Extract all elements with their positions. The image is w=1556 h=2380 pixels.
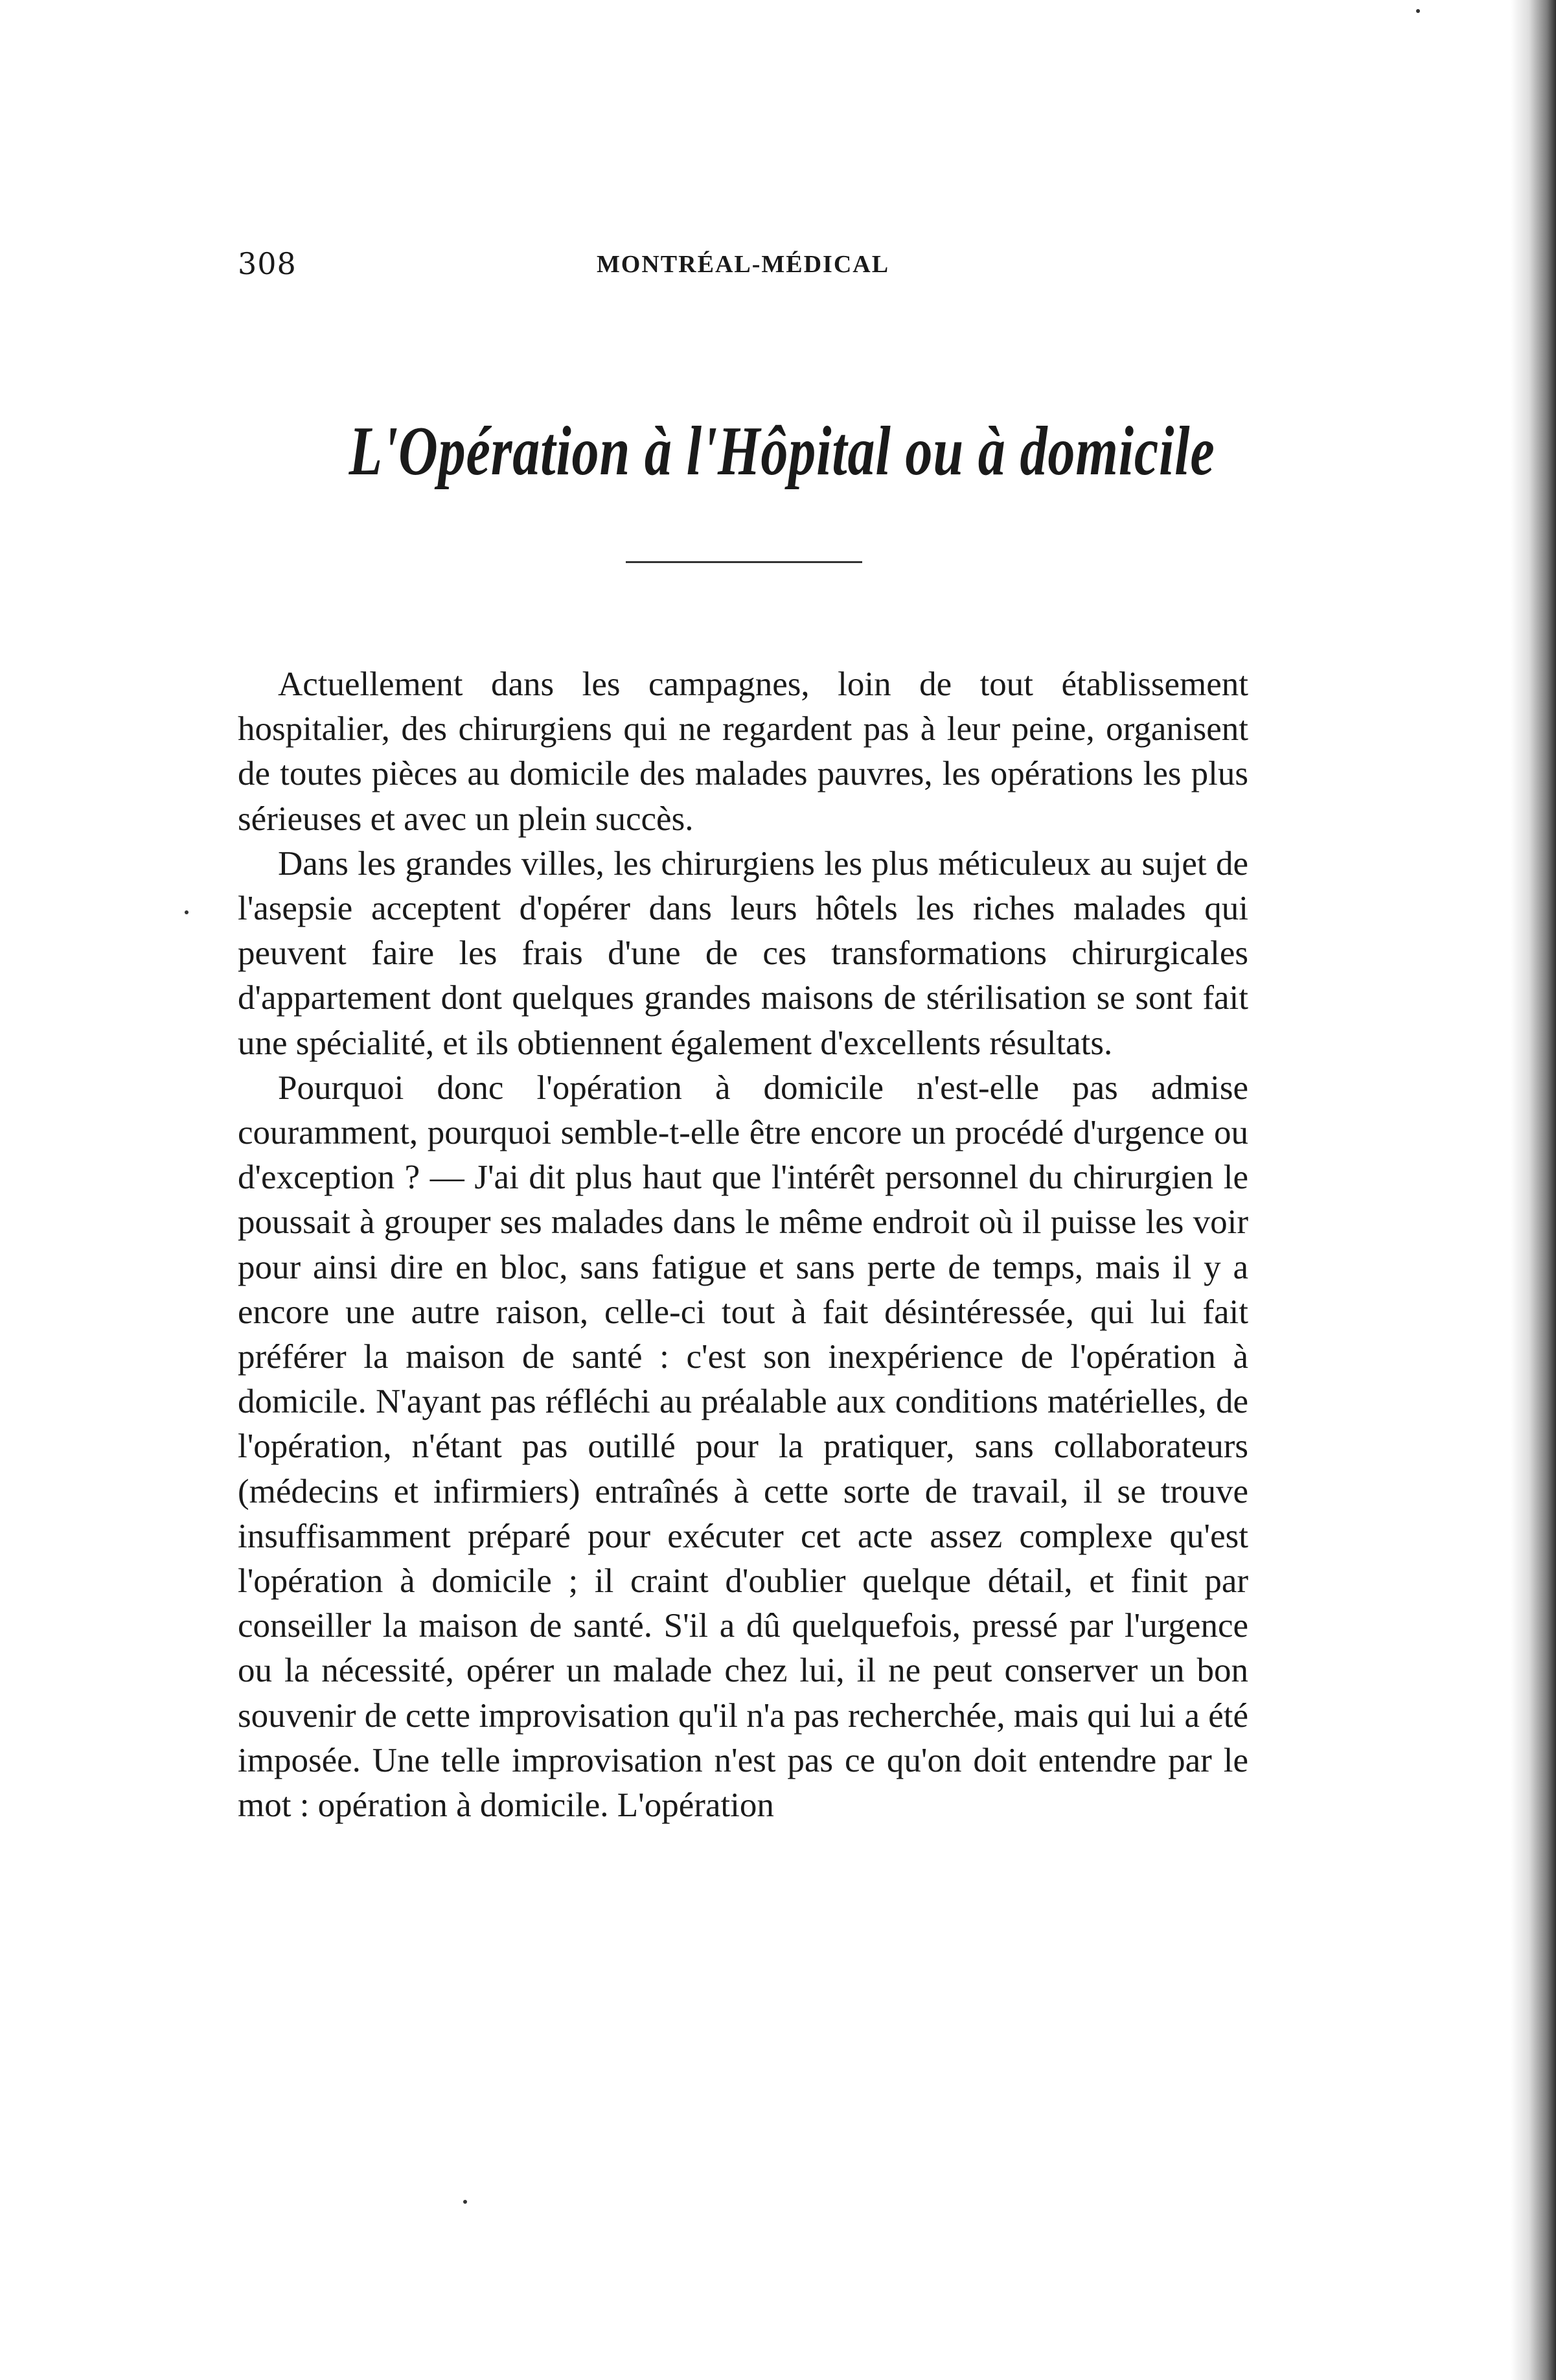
journal-name: MONTRÉAL-MÉDICAL [596, 251, 890, 278]
paragraph-2: Dans les grandes villes, les chirurgiens les plus méticuleux au sujet de l'asepsie acceptent d'opérer dans leurs hôtels les riches malades qui peuvent faire les frais d'une de ces transformations chirurgicales d'appartement dont quelques grandes maisons de stérilisation se sont fait une spécialité, et ils obtiennent également d'excellents résultats. [238, 844, 1248, 1062]
running-header [238, 246, 1248, 285]
title-divider [626, 561, 862, 563]
scan-speck [1416, 9, 1420, 13]
scan-speck [463, 2200, 467, 2204]
scan-edge-shadow [1511, 0, 1556, 2380]
paragraph-1: Actuellement dans les campagnes, loin de tout établissement hospitalier, des chirurgiens qui ne regardent pas à leur peine, organisent de toutes pièces au domicile des malades pauvres, les opérations les plus sérieuses et avec un plein succès. [238, 665, 1248, 838]
page-number: 308 [238, 246, 297, 281]
scan-speck [185, 910, 189, 914]
paragraph-3: Pourquoi donc l'opération à domicile n'est-elle pas admise couramment, pourquoi semble-t-elle être encore un procédé d'urgence ou d'exception ? — J'ai dit plus haut que l'intérêt personnel du chirurgien le poussait à grouper ses malades dans le même endroit où il puisse les voir pour ainsi dire en bloc, sans fatigue et sans perte de temps, mais il y a encore une autre raison, celle-ci tout à fait désintéressée, qui lui fait préférer la maison de santé : c'est son inexpérience de l'opération à domicile. N'ayant pas réfléchi au préalable aux conditions matérielles, de l'opération, n'étant pas outillé pour la pratiquer, sans collaborateurs (médecins et infirmiers) entraînés à cette sorte de travail, il se trouve insuffisamment préparé pour exécuter cet acte assez complexe qu'est l'opération à domicile ; il craint d'oublier quelque détail, et finit par conseiller la maison de santé. S'il a dû quelquefois, pressé par l'urgence ou la nécessité, opérer un malade chez lui, il ne peut conserver un bon souvenir de cette improvisation qu'il n'a pas recherchée, mais qui lui a été imposée. Une telle improvisation n'est pas ce qu'on doit entendre par le mot : opération à domicile. L'opération [238, 1069, 1248, 1825]
article-title: L'Opération à l'Hôpital ou à domicile [349, 413, 1215, 490]
article-body [238, 662, 1248, 1828]
